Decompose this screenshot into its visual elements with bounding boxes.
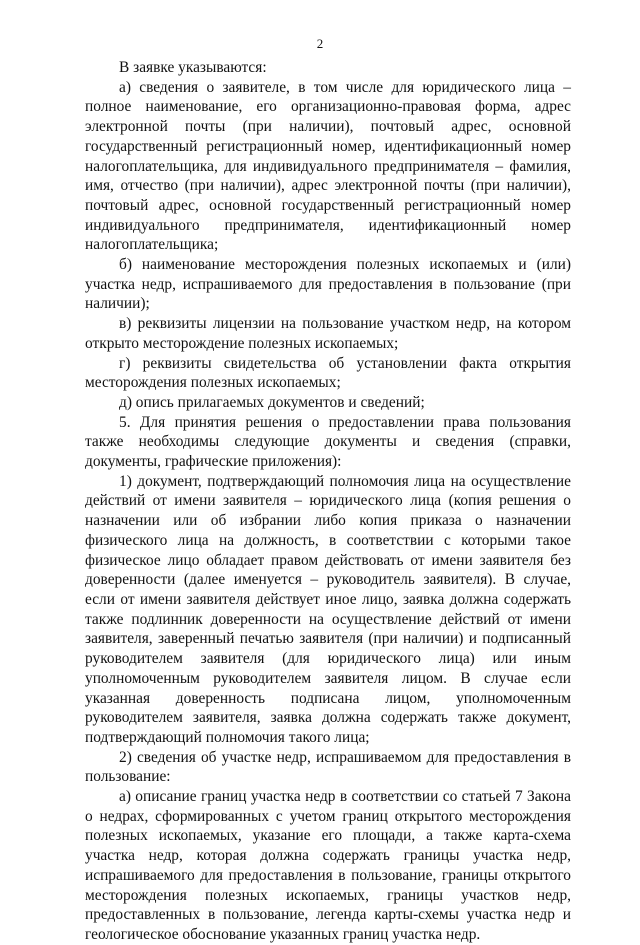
paragraph-item-d: д) опись прилагаемых документов и сведений; <box>119 393 425 411</box>
paragraph-item-a: а) сведения о заявителе, в том числе для юридического лица – полное наименование, его организационно-правовая форма, адрес электронной почты (при наличии), почтовый адрес, основной государственный регистрационный номер, идентификационный номер налогоплательщика, для индивидуального предпринимателя – фамилия, имя, отчество (при наличии), адрес электронной почты (при наличии), почтовый адрес, основной государственный регистрационный номер индивидуального предпринимателя, идентификационный номер налогоплательщика; <box>85 78 571 254</box>
paragraph-intro: В заявке указываются: <box>119 59 267 76</box>
document-body <box>85 58 571 945</box>
page-number: 2 <box>316 36 324 51</box>
paragraph-subitem-2: 2) сведения об участке недр, испрашиваемом для предоставления в пользование: <box>85 748 571 786</box>
paragraph-subitem-1: 1) документ, подтверждающий полномочия лица на осуществление действий от имени заявителя – юридического лица (копия решения о назначении или об избрании либо копия приказа о назначении физического лица на должность, в соответствии с которыми такое физическое лицо обладает правом действовать от имени заявителя без доверенности (далее именуется – руководитель заявителя). В случае, если от имени заявителя действует иное лицо, заявка должна содержать также подлинник доверенности на осуществление действий от имени заявителя, заверенный печатью заявителя (при наличии) и подписанный руководителем заявителя (для юридического лица) или иным уполномоченным руководителем заявителя лицом. В случае если указанная доверенность подписана лицом, уполномоченным руководителем заявителя, заявка должна содержать также документ, подтверждающий полномочия такого лица; <box>85 472 571 746</box>
paragraph-item-g: г) реквизиты свидетельства об установлении факта открытия месторождения полезных ископаемых; <box>85 354 571 392</box>
paragraph-section-5: 5. Для принятия решения о предоставлении права пользования также необходимы следующие документы и сведения (справки, документы, графические приложения): <box>85 413 571 471</box>
paragraph-subitem-2a: а) описание границ участка недр в соответствии со статьей 7 Закона о недрах, сформированных с учетом границ открытого месторождения полезных ископаемых, указание его площади, а также карта-схема участка недр, которая должна содержать границы участка недр, испрашиваемого для предоставления в пользование, границы открытого месторождения полезных ископаемых, границы участков недр, предоставленных в пользование, легенда карты-схемы участка недр и геологическое обоснование указанных границ участка недр. <box>85 788 571 943</box>
paragraph-item-b: б) наименование месторождения полезных ископаемых и (или) участка недр, испрашиваемого для предоставления в пользование (при наличии); <box>85 256 571 313</box>
paragraph-item-v: в) реквизиты лицензии на пользование участком недр, на котором открыто месторождение полезных ископаемых; <box>85 315 571 352</box>
